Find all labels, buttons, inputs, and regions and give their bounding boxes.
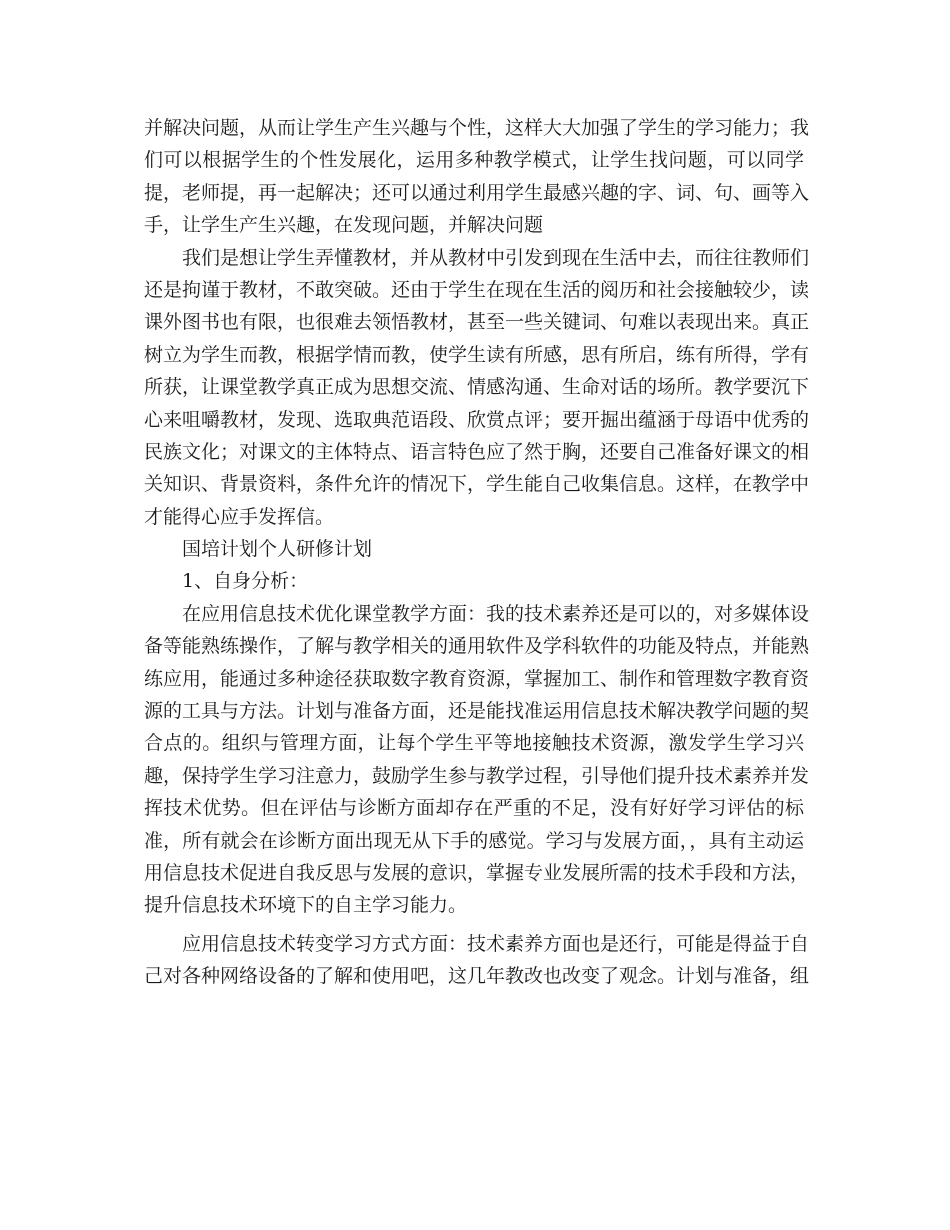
text-line: 们可以根据学生的个性发展化，运用多种教学模式，让学生找问题，可以同学 [144, 149, 804, 172]
paragraph-start-line: 我们是想让学生弄懂教材，并从教材中引发到现在生活中去，而往往教师们 [182, 246, 810, 269]
text-line: 树立为学生而教，根据学情而教，使学生读有所感，思有所启，练有所得，学有 [144, 343, 810, 366]
paragraph-start-line: 在应用信息技术优化课堂教学方面：我的技术素养还是可以的，对多媒体设 [182, 602, 810, 625]
text-line: 才能得心应手发挥信。 [144, 505, 335, 528]
text-line: 备等能熟练操作，了解与教学相关的通用软件及学科软件的功能及特点，并能熟 [144, 635, 810, 658]
subsection-heading: 1、自身分析： [182, 570, 309, 593]
text-line: 练应用，能通过多种途径获取数字教育资源，掌握加工、制作和管理数字教育资 [144, 667, 810, 690]
text-line: 课外图书也有限，也很难去领悟教材，甚至一些关键词、句难以表现出来。真正 [144, 311, 810, 334]
text-line: 心来咀嚼教材，发现、选取典范语段、欣赏点评；要开掘出蕴涵于母语中优秀的 [144, 408, 810, 431]
text-line: 提，老师提，再一起解决；还可以通过利用学生最感兴趣的字、词、句、画等入 [144, 181, 810, 204]
text-line: 趣，保持学生学习注意力，鼓励学生参与教学过程，引导他们提升技术素养并发 [144, 764, 810, 787]
text-line: 用信息技术促进自我反思与发展的意识，掌握专业发展所需的技术手段和方法， [144, 861, 810, 884]
document-body [144, 112, 810, 993]
text-line: 手，让学生产生兴趣，在发现问题，并解决问题 [144, 214, 544, 237]
paragraph-start-line: 应用信息技术转变学习方式方面：技术素养方面也是还行，可能是得益于自 [182, 932, 810, 955]
text-line: 所获，让课堂教学真正成为思想交流、情感沟通、生命对话的场所。教学要沉下 [144, 376, 810, 399]
text-line: 关知识、背景资料，条件允许的情况下，学生能自己收集信息。这样，在教学中 [144, 473, 810, 496]
text-line: 己对各种网络设备的了解和使用吧，这几年教改也改变了观念。计划与准备，组 [144, 965, 810, 988]
text-line: 还是拘谨于教材，不敢突破。还由于学生在现在生活的阅历和社会接触较少，读 [144, 278, 810, 301]
text-line: 挥技术优势。但在评估与诊断方面却存在严重的不足，没有好好学习评估的标 [144, 797, 804, 820]
text-line: 并解决问题，从而让学生产生兴趣与个性，这样大大加强了学生的学习能力；我 [144, 117, 810, 139]
text-line: 合点的。组织与管理方面，让每个学生平等地接触技术资源，激发学生学习兴 [144, 732, 804, 755]
text-line: 准，所有就会在诊断方面出现无从下手的感觉。学习与发展方面，，具有主动运 [144, 829, 804, 852]
text-line: 源的工具与方法。计划与准备方面，还是能找准运用信息技术解决教学问题的契 [144, 700, 810, 723]
text-line: 民族文化；对课文的主体特点、语言特色应了然于胸，还要自己准备好课文的相 [144, 440, 810, 463]
text-line: 提升信息技术环境下的自主学习能力。 [144, 894, 468, 917]
section-heading: 国培计划个人研修计划 [182, 538, 373, 561]
